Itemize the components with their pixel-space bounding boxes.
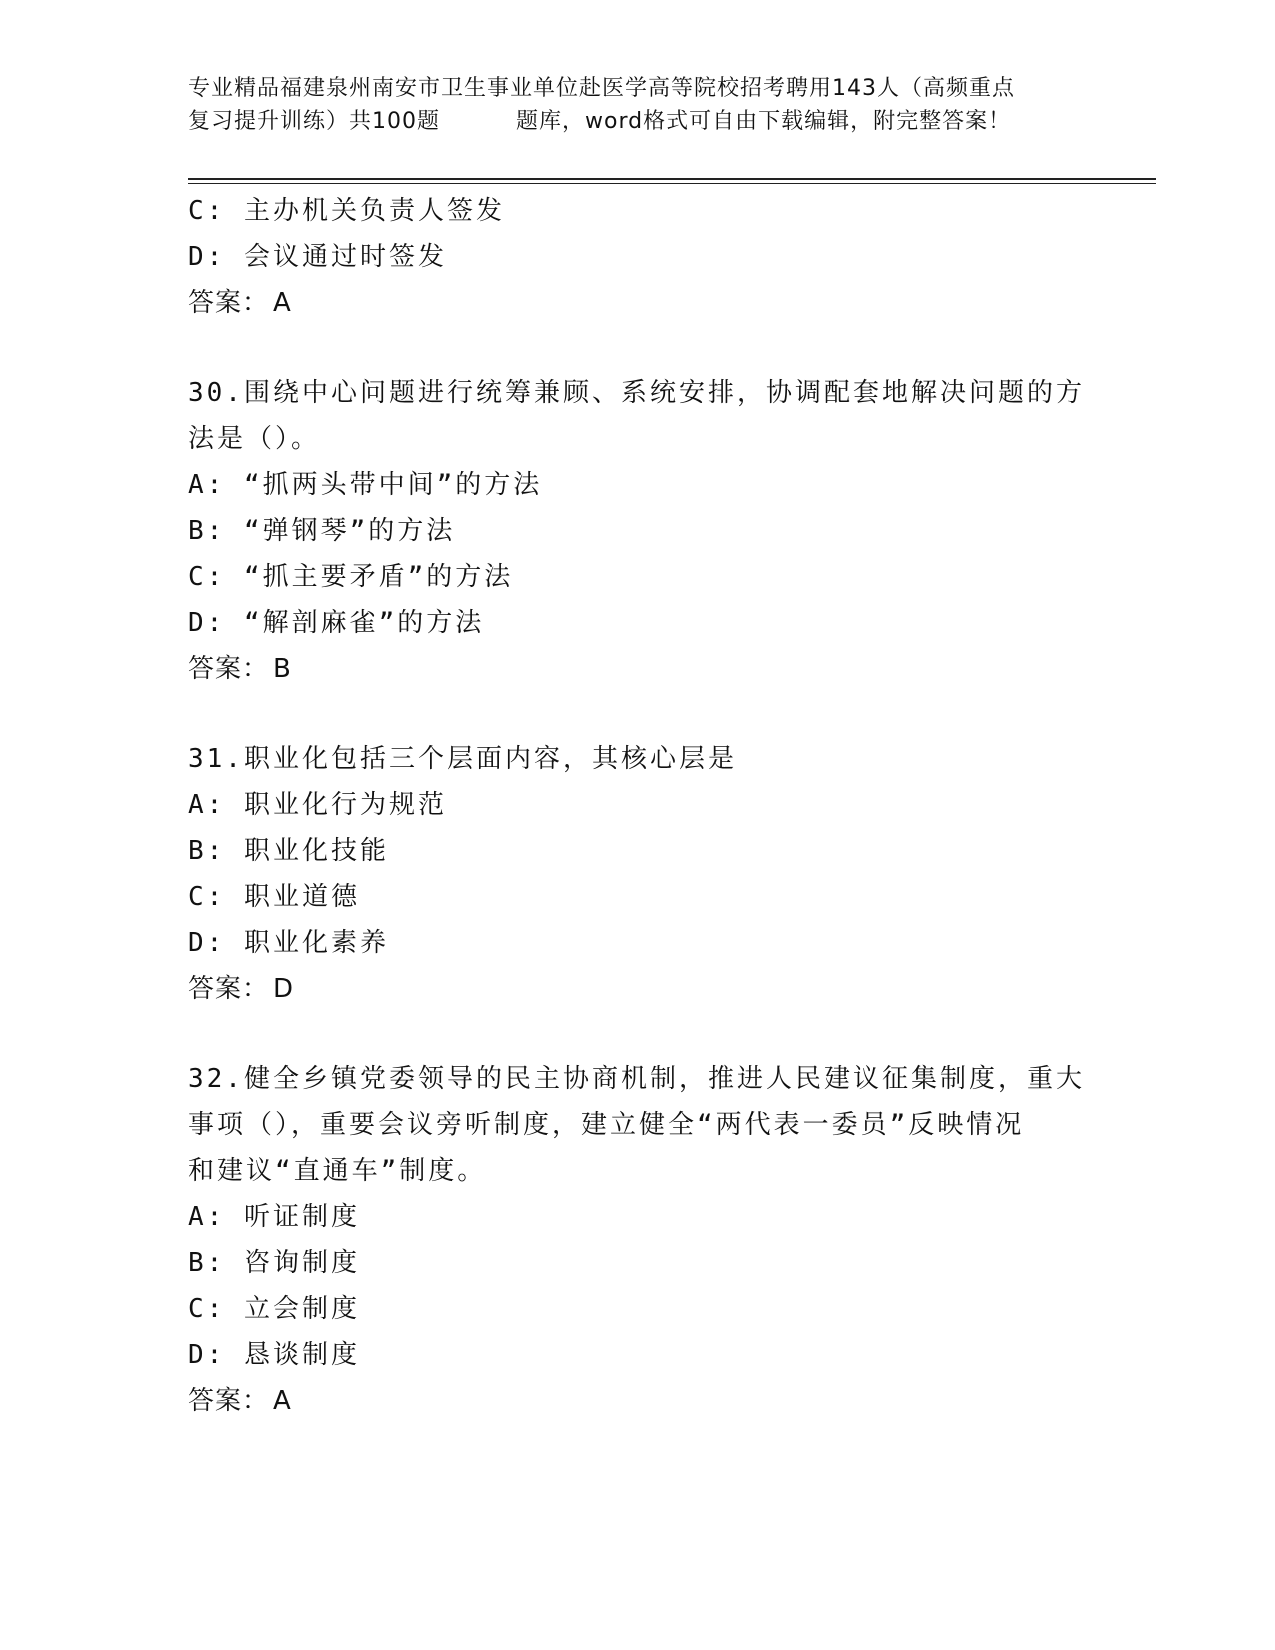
option-b: B: “弹钢琴”的方法 bbox=[188, 516, 456, 546]
question-stem: 31.职业化包括三个层面内容，其核心层是 bbox=[188, 744, 737, 774]
document-body bbox=[188, 188, 1118, 1424]
header-divider-thin bbox=[188, 183, 1156, 184]
answer-line bbox=[188, 280, 1118, 326]
answer-value: D bbox=[273, 974, 295, 1004]
question-stem: 32.健全乡镇党委领导的民主协商机制，推进人民建议征集制度，重大 bbox=[188, 1064, 1085, 1094]
option-a: A: 职业化行为规范 bbox=[188, 790, 447, 820]
answer-label: 答案： bbox=[188, 1386, 270, 1416]
answer-value: A bbox=[273, 1386, 292, 1416]
header-divider-thick bbox=[188, 178, 1156, 180]
option-a: A: “抓两头带中间”的方法 bbox=[188, 470, 543, 500]
answer-value: A bbox=[273, 288, 292, 318]
question-29-tail bbox=[188, 188, 1118, 326]
option-c: C: “抓主要矛盾”的方法 bbox=[188, 562, 514, 592]
answer-value: B bbox=[273, 654, 292, 684]
option-c: C: 立会制度 bbox=[188, 1294, 360, 1324]
header-line-2-part-1: 复习提升训练）共100题 bbox=[188, 109, 440, 134]
question-stem: 30.围绕中心问题进行统筹兼顾、系统安排，协调配套地解决问题的方 bbox=[188, 378, 1085, 408]
option-a: A: 听证制度 bbox=[188, 1202, 360, 1232]
answer-line bbox=[188, 966, 1118, 1012]
option-b: B: 职业化技能 bbox=[188, 836, 389, 866]
document-header bbox=[188, 72, 1088, 138]
answer-label: 答案： bbox=[188, 974, 270, 1004]
header-line-2-part-2: 题库，word格式可自由下载编辑，附完整答案！ bbox=[516, 109, 1012, 134]
header-line-1: 专业精品福建泉州南安市卫生事业单位赴医学高等院校招考聘用143人（高频重点 bbox=[188, 76, 1015, 101]
question-stem-continued: 事项（），重要会议旁听制度，建立健全“两代表一委员”反映情况 bbox=[188, 1110, 1025, 1140]
question-32 bbox=[188, 1056, 1118, 1424]
option-d: D: 会议通过时签发 bbox=[188, 242, 447, 272]
answer-label: 答案： bbox=[188, 654, 270, 684]
question-stem-continued: 和建议“直通车”制度。 bbox=[188, 1156, 487, 1186]
answer-line bbox=[188, 1378, 1118, 1424]
option-c: C: 主办机关负责人签发 bbox=[188, 196, 505, 226]
answer-label: 答案： bbox=[188, 288, 270, 318]
option-d: D: 职业化素养 bbox=[188, 928, 389, 958]
option-d: D: “解剖麻雀”的方法 bbox=[188, 608, 485, 638]
header-line-2 bbox=[188, 105, 1088, 138]
option-b: B: 咨询制度 bbox=[188, 1248, 360, 1278]
answer-line bbox=[188, 646, 1118, 692]
question-31 bbox=[188, 736, 1118, 1012]
option-c: C: 职业道德 bbox=[188, 882, 360, 912]
question-stem-continued: 法是（）。 bbox=[188, 424, 321, 454]
question-30 bbox=[188, 370, 1118, 692]
option-d: D: 恳谈制度 bbox=[188, 1340, 360, 1370]
